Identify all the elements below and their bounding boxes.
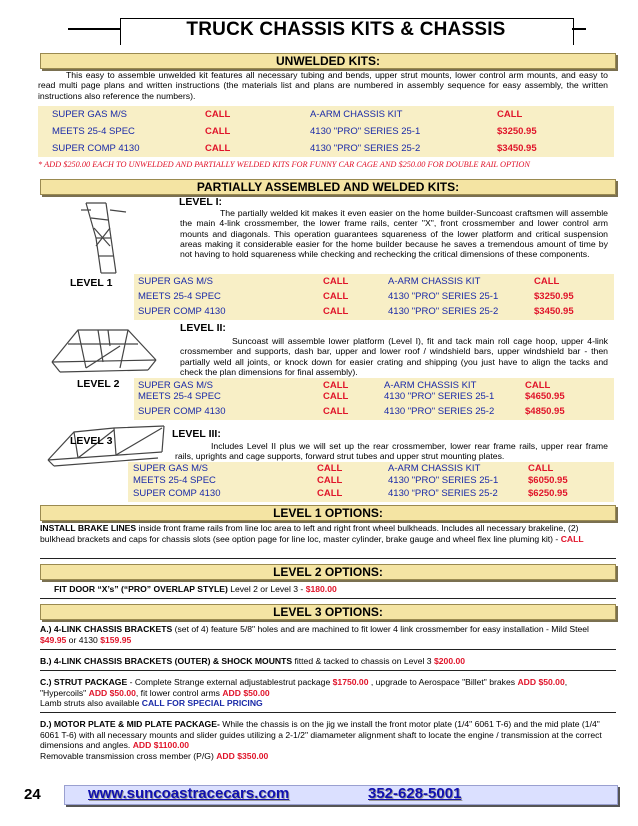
item-price-2: $3250.95 <box>497 126 537 137</box>
divider <box>40 649 616 650</box>
chassis-level1-illustration <box>66 198 156 278</box>
option-lead: C.) STRUT PACKAGE <box>40 677 128 687</box>
level3-title: LEVEL III: <box>172 428 221 440</box>
item-price: CALL <box>317 488 343 499</box>
item-name-2: 4130 "PRO" SERIES 25-2 <box>388 306 499 317</box>
item-price: CALL <box>205 143 231 154</box>
option-price: $200.00 <box>433 656 466 666</box>
divider <box>40 712 616 713</box>
unwelded-description: This easy to assemble unwelded kit features all necessary tubing and bends, upper strut mounts, lower control arm mounts, and easy to read multi page plans and written instructions (the materials list and plans are numbered in assembly sequence for easy assembly, the written instructions also reference the numbers). <box>38 70 608 101</box>
item-name: SUPER GAS M/S <box>138 380 213 391</box>
item-name-2: A-ARM CHASSIS KIT <box>388 276 481 287</box>
option-price: $159.95 <box>100 634 132 645</box>
item-name-2: 4130 "PRO" SERIES 25-2 <box>310 143 421 154</box>
item-name-2: 4130 "PRO" SERIES 25-1 <box>388 291 499 302</box>
item-name: SUPER COMP 4130 <box>138 306 226 317</box>
special-pricing-note: CALL FOR SPECIAL PRICING <box>141 698 263 708</box>
item-price-2: $6250.95 <box>528 488 568 499</box>
title-rule-left <box>68 28 120 30</box>
item-name: SUPER COMP 4130 <box>138 406 226 417</box>
option-lead: A.) 4-LINK CHASSIS BRACKETS <box>40 624 173 634</box>
option-text: inside front frame rails from line loc area to left and right front wheel bulkheads. Includes all necessary brakeline, (2) bulkhead brackets and caps for chassis slots (see option page for line loc, master cylinder, brake gauge and wheel flex line pluming kit) - <box>40 523 579 544</box>
divider <box>40 670 616 671</box>
item-name: SUPER GAS M/S <box>133 463 208 474</box>
item-name: MEETS 25-4 SPEC <box>133 475 216 486</box>
level3-options-heading: LEVEL 3 OPTIONS: <box>40 604 616 620</box>
item-price: CALL <box>323 276 349 287</box>
unwelded-heading: UNWELDED KITS: <box>40 53 616 69</box>
item-price: CALL <box>317 463 343 474</box>
item-name: SUPER GAS M/S <box>52 109 127 120</box>
level2-label: LEVEL 2 <box>77 378 120 390</box>
item-price: CALL <box>323 306 349 317</box>
option-lead: INSTALL BRAKE LINES <box>40 523 137 533</box>
item-price: CALL <box>323 291 349 302</box>
item-name-2: A-ARM CHASSIS KIT <box>310 109 403 120</box>
unwelded-note: * ADD $250.00 EACH TO UNWELDED AND PARTIALLY WELDED KITS FOR FUNNY CAR CAGE AND $250.00 FOR DOUBLE RAIL OPTION <box>38 160 530 169</box>
item-price-2: CALL <box>534 276 560 287</box>
item-price: CALL <box>323 406 349 417</box>
partial-heading: PARTIALLY ASSEMBLED AND WELDED KITS: <box>40 179 616 195</box>
level2-title: LEVEL II: <box>180 322 226 334</box>
item-name-2: 4130 "PRO" SERIES 25-1 <box>310 126 421 137</box>
item-price-2: $4650.95 <box>525 391 565 402</box>
item-name-2: A-ARM CHASSIS KIT <box>388 463 481 474</box>
item-price: CALL <box>323 391 349 402</box>
level2-options-heading: LEVEL 2 OPTIONS: <box>40 564 616 580</box>
level1-option-brake-lines <box>40 523 612 544</box>
item-name-2: 4130 "PRO" SERIES 25-1 <box>384 391 495 402</box>
page-title: TRUCK CHASSIS KITS & CHASSIS <box>186 19 506 40</box>
level3-option-d: D.) MOTOR PLATE & MID PLATE PACKAGE- While the chassis is on the jig we install the front motor plate (1/4" 6061 T-6) and the mid plate (1/4" 6061 T-6) with all necessary mounts and slider guides utilizing a 2-1/2" diamameter alignment shaft to locate the engine / transmission at the correct dimensions and angles. ADD $1100.00 Removable transmission cross member (P/G) ADD $350.00 <box>40 719 602 761</box>
level1-label: LEVEL 1 <box>70 277 113 289</box>
item-price: CALL <box>205 126 231 137</box>
item-name-2: 4130 "PRO" SERIES 25-2 <box>384 406 495 417</box>
level3-label: LEVEL 3 <box>70 435 113 447</box>
level3-option-b: B.) 4-LINK CHASSIS BRACKETS (OUTER) & SHOCK MOUNTS fitted & tacked to chassis on Level 3 $200.00 <box>40 656 466 666</box>
item-price-2: CALL <box>525 380 551 391</box>
phone-number: 352-628-5001 <box>368 785 462 802</box>
divider <box>40 558 616 559</box>
item-price-2: $3250.95 <box>534 291 574 302</box>
option-text: Level 2 or Level 3 - <box>227 584 306 594</box>
level1-title: LEVEL I: <box>179 196 222 208</box>
level1-description: The partially welded kit makes it even easier on the home builder-Suncoast craftsmen will assemble the main 4-link crossmember, the lower frame rails, center "X", front crossmember and lower control arm mounts and diagonals. This operation guarantees squareness of the lower platform and critical suspension areas making it considerable easier for the home builder because he saves a tremendous amount of time by not having to hold squareness while checking and rechecking the critical dimensions of these components. <box>180 208 608 260</box>
level2-option-door-x <box>54 584 614 595</box>
item-price-2: CALL <box>497 109 523 120</box>
item-price-2: $3450.95 <box>497 143 537 154</box>
page-number: 24 <box>24 786 41 803</box>
item-name: MEETS 25-4 SPEC <box>138 291 221 302</box>
option-price: CALL <box>560 533 584 544</box>
level1-options-heading: LEVEL 1 OPTIONS: <box>40 505 616 521</box>
chassis-level2-illustration <box>48 322 160 377</box>
level3-description: Includes Level II plus we will set up the rear crossmember, lower rear frame rails, upper rear frame rails, uprights and cage supports, forward strut tubes and upper strut mounting plates. <box>175 441 608 462</box>
item-price-2: CALL <box>528 463 554 474</box>
title-rule-right <box>572 28 586 30</box>
option-price: $180.00 <box>305 584 337 594</box>
divider <box>40 598 616 599</box>
item-name: SUPER COMP 4130 <box>133 488 221 499</box>
level2-description: Suncoast will assemble lower platform (Level I), fit and tack main roll cage hoop, upper 4-link crossmember and supports, dash bar, upper and lower roof / windshield bars, upper windshield bar - then partially weld all joints, or knock down for easier crating and shipping (you just have to align the tacks and check the plan dimensions for final assembly). <box>180 336 608 377</box>
item-price: CALL <box>317 475 343 486</box>
item-price-2: $3450.95 <box>534 306 574 317</box>
item-name: MEETS 25-4 SPEC <box>52 126 135 137</box>
level3-option-c: C.) STRUT PACKAGE - Complete Strange external adjustablestrut package $1750.00 , upgrade to Aerospace "Billet" brakes ADD $50.00, "Hypercoils" ADD $50.00, fit lower control arms ADD $50.00 Lamb struts also available CALL FOR SPECIAL PRICING <box>40 677 568 708</box>
item-name: SUPER COMP 4130 <box>52 143 140 154</box>
level3-option-a: A.) 4-LINK CHASSIS BRACKETS (set of 4) feature 5/8" holes and are machined to fit lower 4 link crossmember for easy installation - Mild Steel $49.95 or 4130 $159.95 <box>40 624 589 645</box>
option-lead: D.) MOTOR PLATE & MID PLATE PACKAGE- <box>40 719 220 729</box>
item-name-2: A-ARM CHASSIS KIT <box>384 380 477 391</box>
item-name-2: 4130 "PRO" SERIES 25-1 <box>388 475 499 486</box>
item-price: CALL <box>323 380 349 391</box>
item-price-2: $4850.95 <box>525 406 565 417</box>
website-link[interactable]: www.suncoastracecars.com <box>88 785 290 802</box>
item-name-2: 4130 “PRO” SERIES 25-2 <box>388 488 498 499</box>
item-name: SUPER GAS M/S <box>138 276 213 287</box>
option-price: $49.95 <box>40 634 67 645</box>
item-price-2: $6050.95 <box>528 475 568 486</box>
option-lead: B.) 4-LINK CHASSIS BRACKETS (OUTER) & SHOCK MOUNTS <box>40 656 293 666</box>
option-lead: FIT DOOR “X’s” (“PRO” OVERLAP STYLE) <box>54 584 228 594</box>
item-name: MEETS 25-4 SPEC <box>138 391 221 402</box>
item-price: CALL <box>205 109 231 120</box>
